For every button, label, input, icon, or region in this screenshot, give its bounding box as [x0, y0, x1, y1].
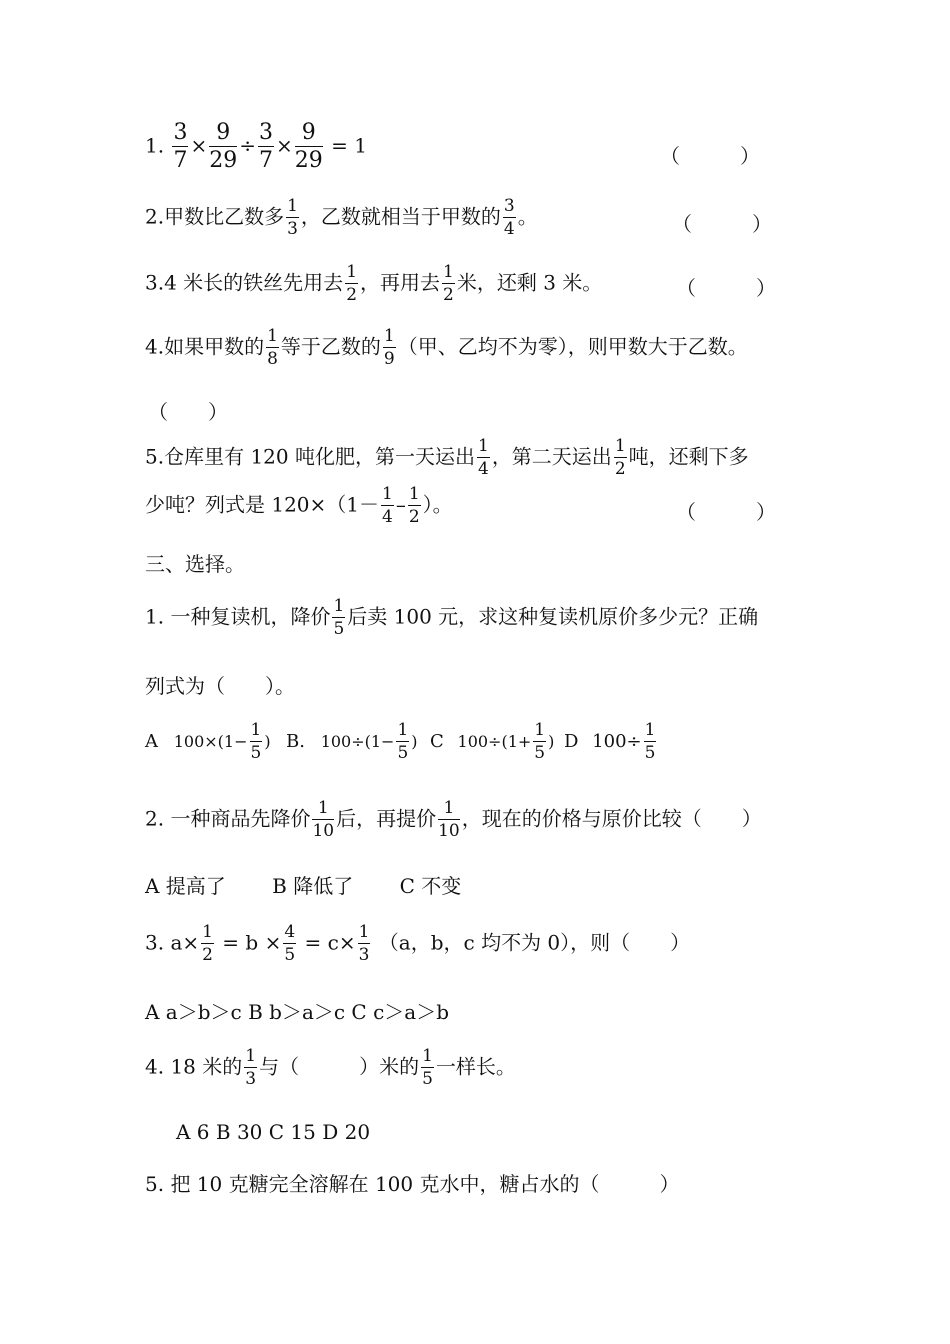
fraction: $\frac{1}{2}$: [443, 262, 454, 305]
mc-question-3-options[interactable]: A a＞b＞c B b＞a＞c C c＞a＞b: [145, 1000, 450, 1024]
tf-item-4: 4.如果甲数的 $\frac{1}{8}$ 等于乙数的 $\frac{1}{9}$ （甲、乙均不为零），则甲数大于乙数。: [145, 326, 748, 369]
fraction: $\frac{1}{8}$: [267, 326, 278, 369]
mc-question-4: 4. 18 米的 $\frac{1}{3}$ 与（ ）米的 $\frac{1}{5}$ 一样长。: [145, 1046, 516, 1089]
mc-question-2: 2. 一种商品先降价 $\frac{1}{10}$ 后，再提价 $\frac{1}{10}$ ，现在的价格与原价比较（ ）: [145, 798, 762, 841]
fraction: $\frac{1}{10}$: [312, 798, 335, 841]
section-heading: 三、选择。: [145, 552, 245, 576]
option-a[interactable]: A 100×(1− $\frac{1}{5}$ ): [145, 720, 271, 763]
fraction: $\frac{1}{2}$: [202, 922, 213, 965]
fraction: $\frac{1}{3}$: [358, 922, 370, 965]
answer-blank[interactable]: （ ）: [148, 400, 228, 424]
tf-item-3: 3.4 米长的铁丝先用去 $\frac{1}{2}$ ，再用去 $\frac{1}{2}$ 米，还剩 3 米。: [145, 262, 603, 305]
answer-blank[interactable]: （ ）: [676, 276, 776, 300]
tf-item-5-line2: 少吨？列式是 120×（1－ $\frac{1}{4}$ – $\frac{1}{2}$ ）。: [145, 484, 453, 527]
mc-question-4-options[interactable]: A 6 B 30 C 15 D 20: [176, 1120, 371, 1144]
fraction: $\frac{3}{4}$: [503, 196, 515, 239]
fraction: $\frac{1}{5}$: [422, 1046, 433, 1089]
fraction: $\frac{1}{5}$: [250, 720, 262, 763]
fraction: $\frac{3}{7}$: [173, 120, 188, 173]
answer-blank[interactable]: （ ）: [676, 500, 776, 524]
fraction: $\frac{1}{5}$: [333, 596, 345, 639]
mc-question-2-options[interactable]: A 提高了 B 降低了 C 不变: [145, 874, 462, 898]
fraction: $\frac{1}{5}$: [534, 720, 546, 763]
tf-item-2: 2.甲数比乙数多 $\frac{1}{3}$ ，乙数就相当于甲数的 $\frac{3}{4}$ 。: [145, 196, 538, 239]
fraction: $\frac{9}{29}$: [209, 120, 238, 173]
fraction: $\frac{1}{3}$: [245, 1046, 257, 1089]
option-d[interactable]: D 100÷ $\frac{1}{5}$: [564, 720, 656, 763]
option-c[interactable]: C 100÷(1+ $\frac{1}{5}$ ): [430, 720, 555, 763]
fraction: $\frac{1}{2}$: [346, 262, 358, 305]
fraction: $\frac{1}{5}$: [644, 720, 656, 763]
answer-blank[interactable]: （ ）: [672, 212, 772, 236]
fraction: $\frac{1}{2}$: [614, 436, 626, 479]
fraction: $\frac{1}{5}$: [397, 720, 409, 763]
tf-item-5: 5.仓库里有 120 吨化肥，第一天运出 $\frac{1}{4}$ ，第二天运出 $\frac{1}{2}$ 吨，还剩下多: [145, 436, 749, 479]
tf-item-1: 1. $\frac{3}{7}$ × $\frac{9}{29}$ ÷ $\frac{3}{7}$ × $\frac{9}{29}$ = 1: [145, 120, 367, 173]
mc-question-1-line2: 列式为（ ）。: [145, 674, 295, 698]
fraction: $\frac{1}{4}$: [382, 484, 393, 527]
item-number: 1.: [145, 133, 165, 158]
fraction: $\frac{1}{10}$: [438, 798, 460, 841]
mc-question-3: 3. a× $\frac{1}{2}$ = b × $\frac{4}{5}$ = c× $\frac{1}{3}$ （a，b，c 均不为 0），则（ ）: [145, 922, 691, 965]
answer-blank[interactable]: （ ）: [660, 144, 760, 168]
fraction: $\frac{4}{5}$: [284, 922, 296, 965]
fraction: $\frac{1}{2}$: [408, 484, 420, 527]
fraction: $\frac{9}{29}$: [294, 120, 323, 173]
mc-question-5: 5. 把 10 克糖完全溶解在 100 克水中，糖占水的（ ）: [145, 1172, 680, 1196]
option-b[interactable]: B. 100÷(1− $\frac{1}{5}$ ): [286, 720, 418, 763]
fraction: $\frac{3}{7}$: [258, 120, 273, 173]
fraction: $\frac{1}{9}$: [383, 326, 395, 369]
mc-question-1: 1. 一种复读机，降价 $\frac{1}{5}$ 后卖 100 元，求这种复读机原价多少元？正确: [145, 596, 759, 639]
fraction: $\frac{1}{3}$: [287, 196, 298, 239]
fraction: $\frac{1}{4}$: [477, 436, 489, 479]
